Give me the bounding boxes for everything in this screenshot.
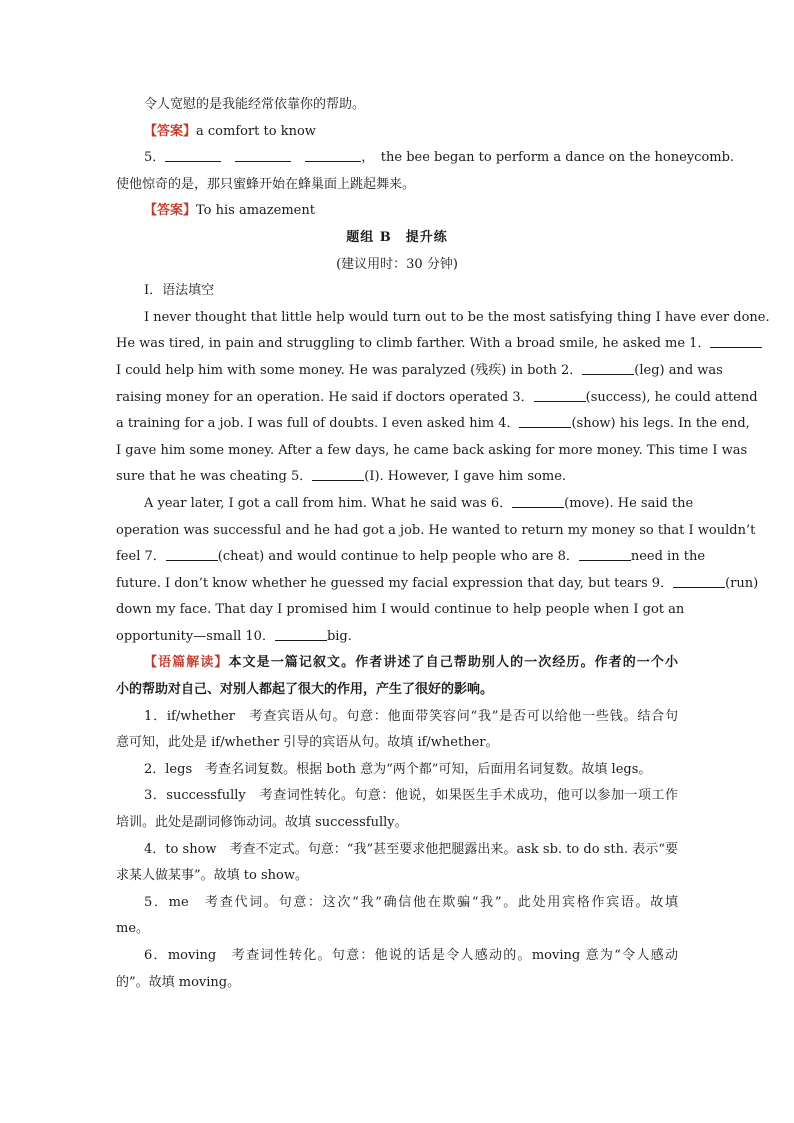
line-text: 5． [144,150,166,166]
line-text: (I). However, I gave him some. [364,469,567,485]
answer-blank[interactable] [512,495,564,508]
answer-blank[interactable] [235,149,291,162]
line-text: 的”。故填 moving。 [116,974,241,990]
line-text: ， the bee began to perform a dance on the honeycomb. [361,150,735,166]
text-line [116,863,678,890]
line-text: I could help him with some money. He was paralyzed (残疾) in both 2． [116,362,583,378]
answer-tag: 【答案】 [144,123,197,139]
text-line [116,411,750,438]
text-line [116,385,758,412]
line-text: future. I don’t know whether he guessed my facial expression that day, but tears 9． [116,575,674,591]
line-text: (cheat) and would continue to help people who are 8． [217,549,579,565]
line-text: a training for a job. I was full of doubts. I even asked him 4． [116,416,520,432]
line-text: 2．legs 考查名词复数。根据 both 意为“两个都”可知，后面用名词复数。故填 legs。 [144,761,652,777]
text-line [116,331,711,358]
text-line [116,358,723,385]
answer-blank[interactable] [305,149,361,162]
line-text: I never thought that little help would turn out to be the most satisfying thing I have ever done. [144,309,770,325]
answer-blank[interactable] [710,335,762,348]
text-line [116,278,678,305]
line-text: A year later, I got a call from him. What he said was 6． [144,495,513,511]
text-line [116,650,678,677]
text-line [116,518,756,545]
text-line [116,943,678,970]
text-line [116,225,678,252]
line-text: I gave him some money. After a few days, he came back asking for more money. This time I was [116,442,748,458]
line-text: (success), he could attend [585,389,758,405]
line-text: (leg) and was [634,362,723,378]
line-text: (run) [725,575,759,591]
document-page [116,92,770,996]
line-text: big. [326,628,352,644]
text-line [116,571,759,598]
line-text: 求某人做某事”。故填 to show。 [116,868,308,884]
line-text: a comfort to know [196,123,316,139]
text-line [116,730,678,757]
line-text: 6．moving 考查词性转化。句意：他说的话是令人感动的。moving 意为“令人感动 [144,948,678,963]
line-text: 1．if/whether 考查宾语从句。句意：他面带笑容问“我”是否可以给他一些钱。结合句 [144,708,678,724]
passage-note: 本文是一篇记叙文。作者讲述了自己帮助别人的一次经历。作者的一个小 [228,655,678,671]
answer-blank[interactable] [673,575,725,588]
text-line [116,252,678,279]
answer-tag: 【答案】 [144,203,197,219]
line-text: (建议用时：30 分钟) [336,256,458,272]
answer-blank[interactable] [582,362,634,375]
text-line [116,810,678,837]
text-line [116,119,678,146]
line-text: 培训。此处是副词修饰动词。故填 successfully。 [116,815,408,831]
line-text: (show) his legs. In the end, [571,416,750,432]
text-line [116,305,770,332]
text-line [116,757,678,784]
text-line [116,544,706,571]
text-line [116,438,748,465]
line-text: (move). He said the [564,495,694,511]
line-text: 令人宽慰的是我能经常依靠你的帮助。 [144,97,366,112]
line-text: He was tired, in pain and struggling to climb farther. With a broad smile, he asked me 1． [116,336,711,352]
text-line [116,198,678,225]
answer-blank[interactable] [312,468,364,481]
line-text: operation was successful and he had got a job. He wanted to return my money so that I wouldn’t [116,522,756,538]
text-line [116,970,678,997]
text-line [116,783,678,810]
line-text: 题组 B 提升练 [346,229,448,245]
line-text: 3．successfully 考查词性转化。句意：他说，如果医生手术成功，他可以参加一项工作 [144,788,678,804]
text-line [116,464,678,491]
text-line [116,172,678,199]
line-text: down my face. That day I promised him I would continue to help people when I got an [116,602,685,618]
line-text: Ⅰ．语法填空 [144,283,215,299]
text-line [116,624,678,651]
text-line [116,597,685,624]
line-text: 4．to show 考查不定式。句意：“我”甚至要求他把腿露出来。ask sb. to do sth. 表示“要 [144,841,678,857]
answer-blank[interactable] [579,548,631,561]
text-line [116,677,678,704]
line-text: feel 7． [116,549,166,565]
answer-blank[interactable] [166,548,218,561]
answer-blank[interactable] [275,628,327,641]
text-line [116,704,678,731]
text-line [116,491,694,518]
passage-note: 小的帮助对自己、对别人都起了很大的作用，产生了很好的影响。 [116,682,494,698]
text-line [116,92,678,119]
answer-blank[interactable] [534,389,586,402]
answer-tag: 【语篇解读】 [144,655,229,671]
line-text: opportunity—small 10． [116,628,275,644]
line-text: To his amazement [196,203,315,219]
answer-blank[interactable] [165,149,221,162]
line-text: 使他惊奇的是，那只蜜蜂开始在蜂巢面上跳起舞来。 [116,176,416,192]
line-text: 意可知，此处是 if/whether 引导的宾语从句。故填 if/whether。 [116,735,499,751]
line-text: sure that he was cheating 5． [116,469,313,485]
line-text: 5．me 考查代词。句意：这次“我”确信他在欺骗“我”。此处用宾格作宾语。故填 [144,894,678,910]
text-line [116,890,678,917]
text-line [116,916,678,943]
text-line [116,837,678,864]
answer-blank[interactable] [519,415,571,428]
line-text: need in the [630,549,706,565]
text-line [116,145,735,172]
line-text: me。 [116,921,150,937]
line-text: raising money for an operation. He said if doctors operated 3． [116,389,534,405]
